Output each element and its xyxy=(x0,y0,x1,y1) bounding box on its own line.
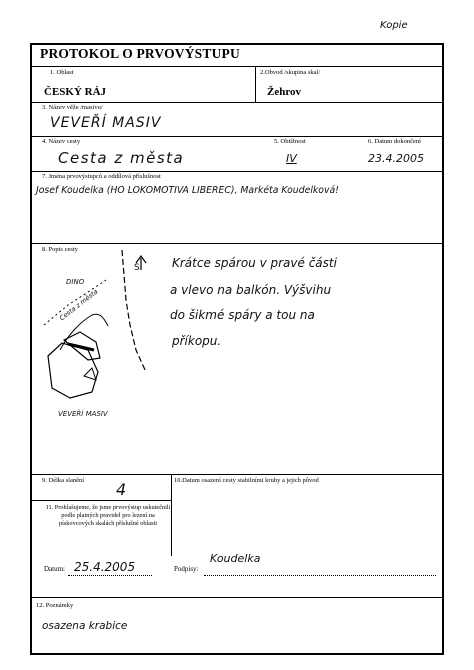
datum-dotted-line xyxy=(68,575,152,576)
value-poznamky: osazena krabice xyxy=(42,620,128,632)
declaration-text: 11. Prohlašujeme, že jsme prvovýstup uskutečnili podle platných pravidel pro lezení na pískovcových skalách příslušné oblasti xyxy=(45,504,171,528)
value-delka-slaneni: 4 xyxy=(116,480,127,499)
sketch-north-label: S xyxy=(134,263,140,273)
value-datum: 25.4.2005 xyxy=(74,560,136,574)
popis-line-4: příkopu. xyxy=(172,334,222,348)
value-prvovystupci: Josef Koudelka (HO LOKOMOTIVA LIBEREC), Markéta Koudelková! xyxy=(36,185,339,196)
value-obvod: Žehrov xyxy=(267,86,302,98)
label-nazev-cesty: 4. Název cesty xyxy=(42,138,81,145)
value-nazev-cesty: Cesta z města xyxy=(58,149,185,167)
popis-line-3: do šikmé spáry a tou na xyxy=(170,308,315,322)
value-oblast: ČESKÝ RÁJ xyxy=(44,86,107,98)
label-nazev-veze: 3. Název věže /masivu/ xyxy=(42,104,103,111)
label-delka-slaneni: 9. Délka slanění xyxy=(42,477,85,484)
label-prvovystupci: 7. Jména prvovýstupců a oddílová příslušnost xyxy=(42,173,161,180)
popis-line-2: a vlevo na balkón. Výšvihu xyxy=(170,283,332,297)
value-datum-dokonceni: 23.4.2005 xyxy=(368,152,424,165)
sketch-label-route: Cesta z města xyxy=(58,287,100,323)
value-obtiznost: IV xyxy=(286,152,297,165)
form-title: PROTOKOL O PRVOVÝSTUPU xyxy=(40,46,240,61)
value-nazev-veze: VEVEŘÍ MASIV xyxy=(50,115,162,131)
label-popis: 8. Popis cesty xyxy=(42,246,78,253)
label-obtiznost: 5. Obtížnost xyxy=(274,138,306,145)
label-datum: Datum: xyxy=(44,565,65,573)
label-obvod: 2.Obvod /skupina skal/ xyxy=(260,69,321,76)
label-datum-dokonceni: 6. Datum dokončení xyxy=(368,138,421,145)
sketch-label-massif: VEVEŘÍ MASIV xyxy=(58,410,108,418)
corner-note-copy: Kopie xyxy=(380,20,408,31)
label-oblast: 1. Oblast xyxy=(50,69,74,76)
label-podpisy: Podpisy: xyxy=(174,565,199,573)
popis-line-1: Krátce spárou v pravé části xyxy=(172,256,337,270)
value-podpisy: Koudelka xyxy=(210,552,261,565)
sketch-label-dino: DINO xyxy=(66,278,85,286)
podpisy-dotted-line xyxy=(204,575,436,576)
label-poznamky: 12. Poznámky xyxy=(36,602,74,609)
label-osazeni: 10.Datum osazení cesty stabilními kruhy a jejich původ xyxy=(174,477,319,484)
